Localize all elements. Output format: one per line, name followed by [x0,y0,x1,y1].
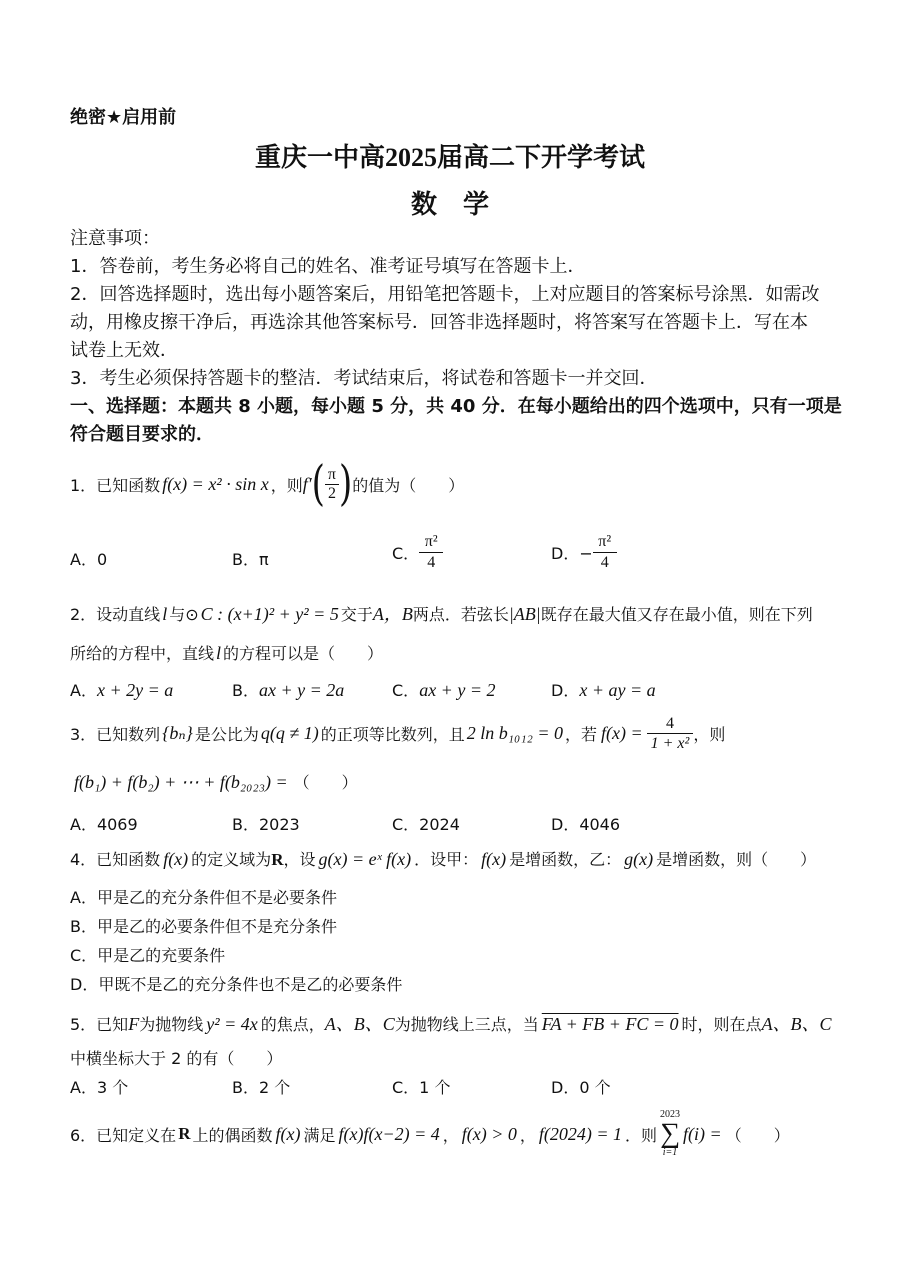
q5-option-c: C．1 个 [392,1078,451,1097]
q4-option-d: D．甲既不是乙的充分条件也不是乙的必要条件 [70,975,403,994]
q4-option-b: B．甲是乙的必要条件但不是充分条件 [70,917,337,936]
q3-option-b: B．2023 [232,815,300,834]
q1-option-d-num: π² [598,533,612,550]
q3-text-e: ，则 [693,725,726,745]
q6-text-b: 上的偶函数 [192,1125,273,1145]
q1-prefix: 1．已知函数 [70,475,161,495]
q3-text-c: 的正项等比数列，且 [320,725,465,745]
q2-text-a: 2．设动直线 [70,605,161,624]
q2-option-d-math: x + ay = a [579,680,656,700]
q4-text-e: 是增函数，乙： [509,850,622,869]
q1-option-b: B．π [232,550,269,569]
q1-option-c-num: π² [424,533,438,550]
q3-text-b: 是公比为 [194,725,259,745]
q2-option-c-label: C． [392,681,420,700]
question-2 [70,600,813,626]
secret-label: 绝密★启用前 [70,107,177,128]
question-5 [70,1010,832,1036]
q2-points: A，B [372,604,413,624]
section-heading: 一、选择题：本题共 8 小题，每小题 5 分，共 40 分．在每小题给出的四个选项中，只有一项是 [70,396,842,417]
q1-frac-den: 2 [325,484,339,503]
q4-option-a: A．甲是乙的充分条件但不是必要条件 [70,888,337,907]
q2-chord: |AB| [508,604,541,624]
subject-title: 数 学 [410,190,489,219]
q1-option-c-den: 4 [419,552,443,573]
q2-option-a-label: A． [70,681,97,700]
q6-summation [660,1110,680,1158]
question-2-cont [70,641,383,664]
q1-derivative: f′ [302,473,312,494]
q2-line-l-2: l [216,643,222,663]
q2-option-c [392,678,495,701]
q6-sep-2: ， [519,1125,536,1145]
q5-points-2: A、B、C [761,1014,832,1034]
q2-option-b-math: ax + y = 2a [258,680,345,700]
q1-option-c-fraction [419,532,443,573]
q1-option-d-den: 4 [593,552,617,573]
q4-option-c: C．甲是乙的充要条件 [70,946,226,965]
q6-text-a: 6．已知定义在 [70,1125,177,1145]
q4-fx: f(x) [163,849,189,869]
q6-text-d: ．则 [625,1125,658,1145]
q1-option-d-label: D．− [551,544,593,563]
section-heading-cont: 符合题目要求的． [70,424,214,445]
q5-text-e: 时，则在点 [681,1015,762,1034]
q2-text-d: 两点．若弦长 [412,605,509,624]
q2-circle: C : (x+1)² + y² = 5 [200,604,339,624]
q3-frac-num: 4 [665,715,674,732]
q6-sum-upper: 2023 [660,1109,681,1120]
q1-fraction [325,466,339,502]
q4-text-c: ，设 [283,850,316,869]
q3-text-d: ，若 [564,725,597,745]
notice-item-2-cont: 动，用橡皮擦干净后，再选涂其他答案标号．回答非选择题时，将答案写在答题卡上．写在本 [70,312,808,333]
q3-condition: 2 ln b₁₀₁₂ = 0 [466,723,563,744]
q3-option-c: C．2024 [392,815,460,834]
q5-option-a: A．3 个 [70,1078,129,1097]
q6-condition-2: f(x) > 0 [461,1123,517,1144]
question-3-cont [74,770,358,793]
q6-condition-3: f(2024) = 1 [538,1123,623,1144]
q4-gx-2: g(x) [624,849,654,869]
notice-item-1: 1．答卷前，考生务必将自己的姓名、准考证号填写在答题卡上． [70,256,586,277]
q4-fx-2: f(x) [481,849,507,869]
q6-text-e: （ ） [725,1125,790,1145]
q5-text-b: 为抛物线 [139,1015,204,1034]
q3-option-a: A．4069 [70,815,138,834]
q3-text-f: （ ） [293,773,358,792]
exam-title: 重庆一中高2025届高二下开学考试 [254,143,645,172]
notice-item-3: 3．考生必须保持答题卡的整洁．考试结束后，将试卷和答题卡一并交回． [70,368,658,389]
q2-option-a [70,678,173,701]
q1-option-c-label: C． [392,544,420,563]
q4-real-set: R [271,850,284,869]
q5-focus: F [128,1014,140,1034]
q1-option-d-fraction [593,532,617,573]
q3-sum: f(b₁) + f(b₂) + ⋯ + f(b₂₀₂₃) = [74,772,288,792]
q2-line-l: l [162,604,168,624]
q5-option-b: B．2 个 [232,1078,291,1097]
q1-option-c [392,532,443,573]
q6-sum-lower: i=1 [662,1147,678,1158]
q5-vector-sum: FA + FB + FC = 0 [541,1014,679,1034]
notice-item-2: 2．回答选择题时，选出每小题答案后，用铅笔把答题卡，上对应题目的答案标号涂黑．如需改 [70,284,820,305]
q1-option-a: A．0 [70,550,108,569]
question-6 [70,1110,790,1158]
question-5-cont: 中横坐标大于 2 的有（ ） [70,1049,283,1068]
q5-option-d: D．0 个 [551,1078,611,1097]
q3-sequence: {bₙ} [162,723,193,744]
q2-option-d-label: D． [551,681,580,700]
question-3 [70,714,725,753]
q2-text-e: 既存在最大值又存在最小值，则在下列 [540,605,813,624]
q5-points: A、B、C [324,1014,395,1034]
q1-function: f(x) = x² · sin x [162,473,269,494]
q3-frac-den: 1 + x² [647,733,694,753]
q6-sum-term: f(i) = [683,1123,722,1144]
q2-option-c-math: ax + y = 2 [419,680,496,700]
q6-real-set: R [178,1124,191,1143]
q3-text-a: 3．已知数列 [70,725,161,745]
q3-ratio: q(q ≠ 1) [260,723,319,744]
q1-option-d [551,532,617,573]
q6-sum-symbol: ∑ [660,1118,681,1149]
q1-frac-num: π [327,466,336,483]
q5-text-d: 为抛物线上三点，当 [394,1015,539,1034]
q4-text-b: 的定义域为 [191,850,272,869]
question-1: 1．已知函数 f(x) = x² · sin x ，则 f′ ( $\frac{\pi}{2}$ ) 的值为（ ） [70,456,465,513]
q1-suffix: 的值为（ ） [352,475,465,495]
q2-option-d [551,678,656,701]
q6-condition-1: f(x)f(x−2) = 4 [338,1123,440,1144]
notice-heading: 注意事项： [70,228,160,249]
q2-text-g: 的方程可以是（ ） [223,644,384,663]
q4-text-a: 4．已知函数 [70,850,161,869]
q4-gx: g(x) = eˣ f(x) [318,849,412,869]
q2-text-f: 所给的方程中，直线 [70,644,215,663]
q2-option-a-math: x + 2y = a [96,680,174,700]
notice-item-2-end: 试卷上无效． [70,340,178,361]
q6-fx: f(x) [275,1123,301,1144]
q5-parabola: y² = 4x [206,1014,258,1034]
q3-function-left: f(x) = [601,723,643,744]
q4-text-f: 是增函数，则（ ） [656,850,817,869]
q6-sep-1: ， [442,1125,459,1145]
q2-option-b [232,678,344,701]
q2-text-b: 与⊙ [169,605,199,624]
q6-text-c: 满足 [303,1125,336,1145]
q5-text-c: 的焦点， [260,1015,325,1034]
q3-option-d: D．4046 [551,815,621,834]
q2-text-c: 交于 [340,605,373,624]
q3-fraction [647,714,694,753]
q2-option-b-label: B． [232,681,259,700]
q5-text-a: 5．已知 [70,1015,129,1034]
q1-mid: ，则 [270,475,303,495]
q4-text-d: ．设甲： [414,850,479,869]
question-4 [70,847,816,870]
